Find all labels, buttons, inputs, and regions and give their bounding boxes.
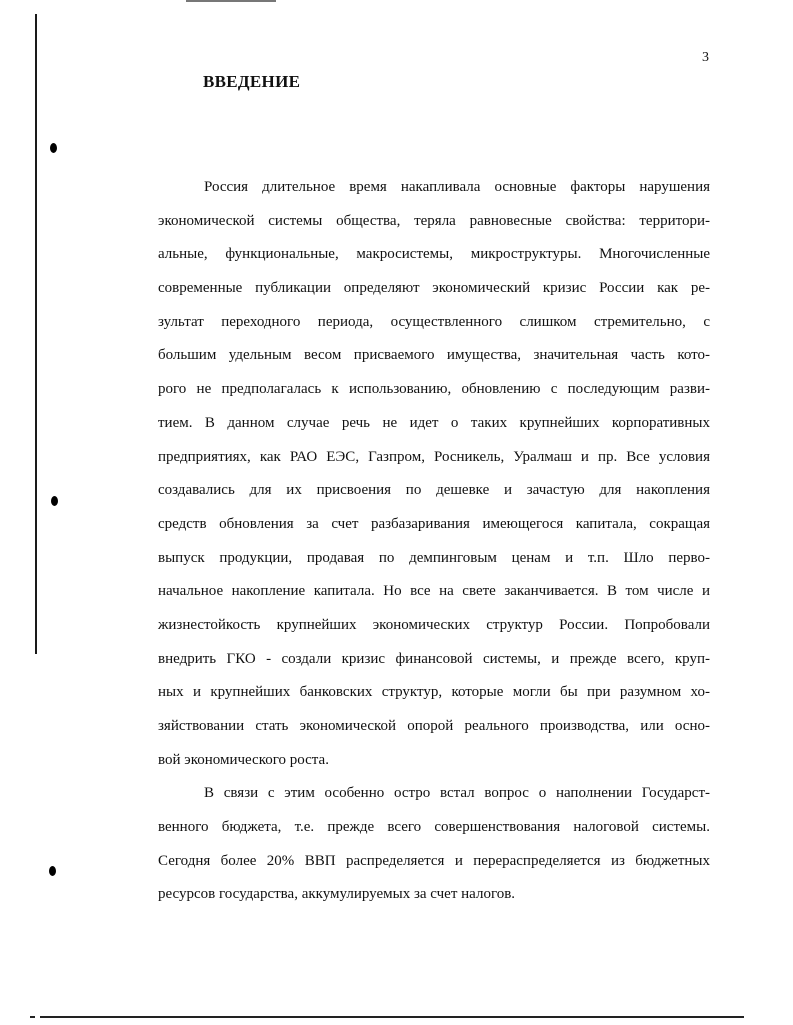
scan-margin-line (35, 14, 37, 654)
text-line: начальное накопление капитала. Но все на свете заканчивается. В том числе и (158, 583, 710, 600)
punch-hole-mark (49, 866, 56, 876)
text-line: альные, функциональные, макросистемы, микроструктуры. Многочисленные (158, 246, 710, 263)
text-line: ных и крупнейших банковских структур, которые могли бы при разумном хо- (158, 684, 710, 701)
text-line: ресурсов государства, аккумулируемых за счет налогов. (158, 886, 516, 903)
scan-top-rule (186, 0, 276, 2)
text-line: Россия длительное время накапливала основные факторы нарушения (204, 179, 710, 195)
text-line: зяйствовании стать экономической опорой реального производства, или осно- (158, 718, 710, 734)
text-line: предприятиях, как РАО ЕЭС, Газпром, Росникель, Уралмаш и пр. Все условия (158, 448, 710, 465)
text-line: жизнестойкость крупнейших экономических структур России. Попробовали (158, 616, 710, 633)
body-text (158, 176, 710, 917)
paragraph (158, 176, 710, 782)
page-heading: ВВЕДЕНИЕ (203, 72, 301, 91)
text-line: современные публикации определяют экономический кризис России как ре- (158, 280, 710, 297)
text-line: экономической системы общества, теряла равновесные свойства: территори- (158, 212, 710, 229)
text-line: внедрить ГКО - создали кризис финансовой системы, и прежде всего, круп- (158, 650, 710, 667)
text-line: средств обновления за счет разбазаривания имеющегося капитала, сокращая (158, 515, 710, 532)
text-line: зультат переходного периода, осуществленного слишком стремительно, с (158, 313, 710, 330)
punch-hole-mark (51, 496, 58, 506)
scan-bottom-tick (30, 1016, 35, 1018)
text-line: тием. В данном случае речь не идет о таких крупнейших корпоративных (158, 414, 710, 431)
text-line: Сегодня более 20% ВВП распределяется и перераспределяется из бюджетных (158, 852, 710, 869)
text-line: выпуск продукции, продавая по демпинговым ценам и т.п. Шло перво- (158, 549, 710, 566)
scan-bottom-rule (40, 1016, 744, 1018)
text-line: большим удельным весом присваемого имущества, значительная часть кото- (158, 347, 710, 364)
text-line: вой экономического роста. (158, 751, 329, 768)
page-number: 3 (702, 50, 709, 65)
text-line: создавались для их присвоения по дешевке и зачастую для накопления (158, 482, 710, 499)
text-line: В связи с этим особенно остро встал вопрос о наполнении Государст- (204, 785, 710, 802)
paragraph (158, 782, 710, 917)
text-line: рого не предполагалась к использованию, обновлению с последующим разви- (158, 381, 710, 398)
text-line: венного бюджета, т.е. прежде всего совершенствования налоговой системы. (158, 819, 710, 836)
punch-hole-mark (50, 143, 57, 153)
